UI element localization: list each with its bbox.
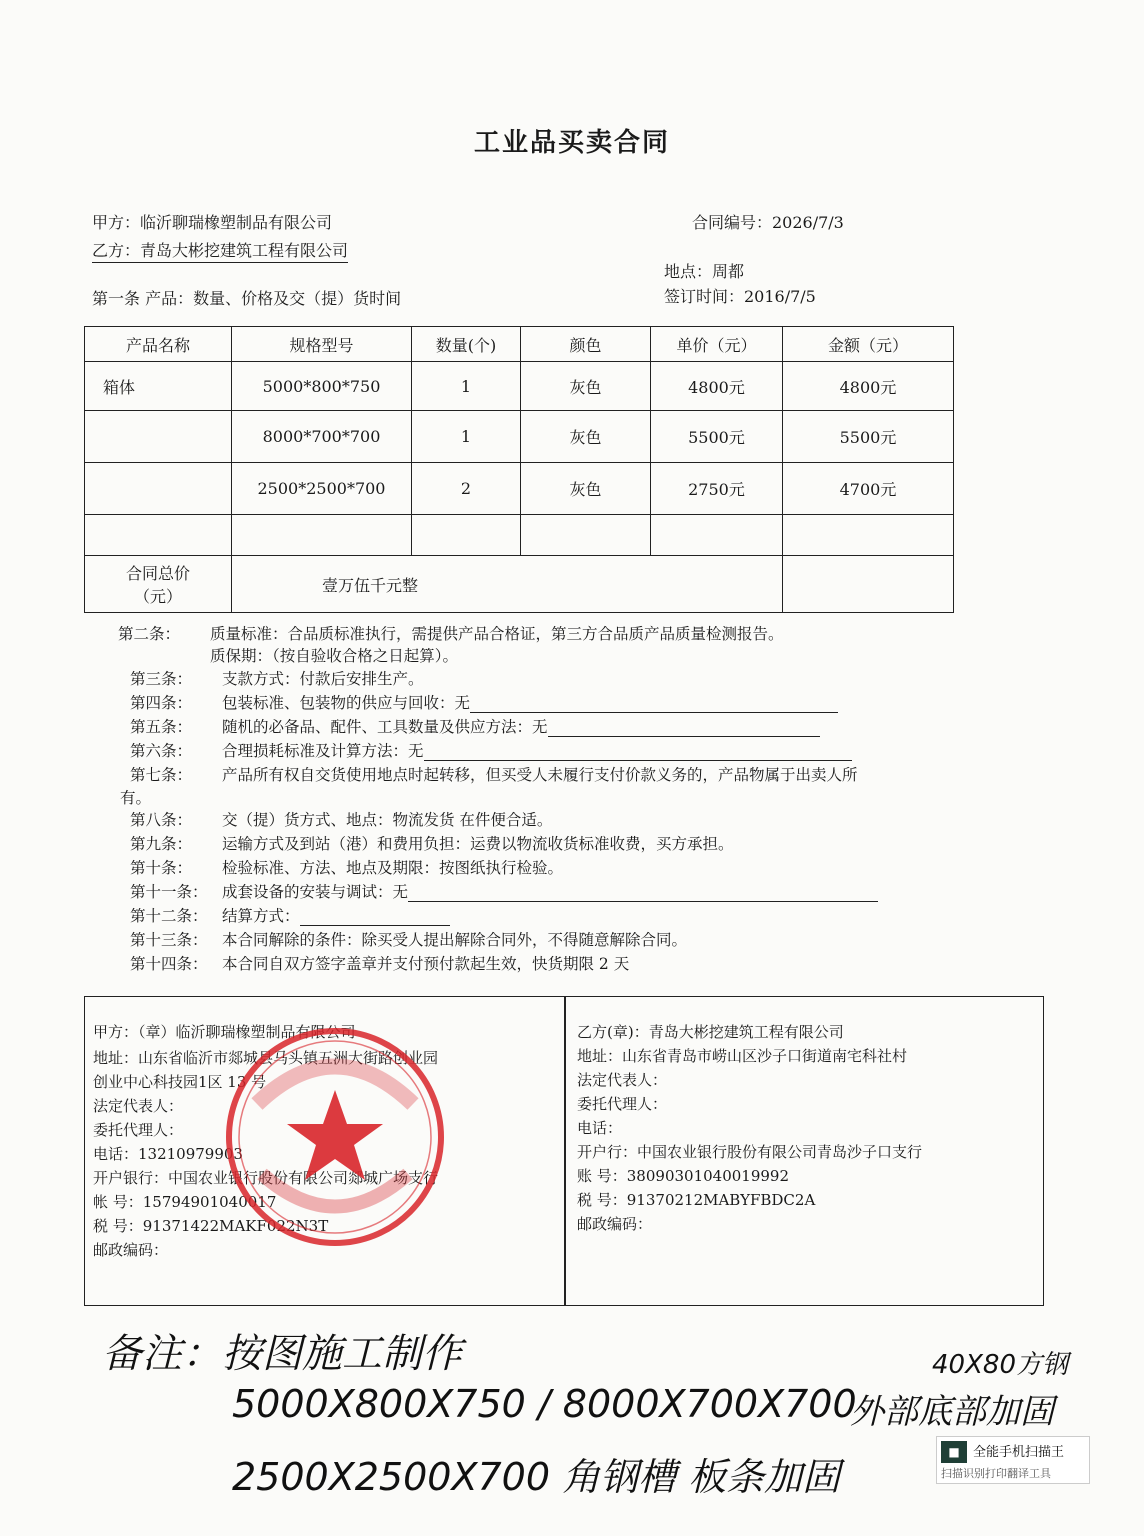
cell-product-name: 箱体 — [85, 362, 232, 411]
party-a-address: 地址：山东省临沂市郯城县马头镇五洲大街路创业园 — [93, 1049, 439, 1067]
cell-spec: 5000*800*750 — [232, 362, 412, 411]
party-a-legal-rep: 法定代表人： — [93, 1097, 184, 1115]
party-a-phone: 电话：13210979903 — [93, 1145, 243, 1163]
cell-amount: 5500元 — [783, 411, 954, 463]
watermark-line-1: 全能手机扫描王 — [973, 1445, 1065, 1460]
clause-text: 本合同解除的条件：除买受人提出解除合同外，不得随意解除合同。 — [222, 931, 688, 949]
clause-text: 包装标准、包装物的供应与回收：无 — [222, 694, 471, 712]
blank-line — [424, 760, 852, 761]
clause-text: 运输方式及到站（港）和费用负担：运费以物流收货标准收费，买方承担。 — [222, 835, 734, 853]
party-a-bank: 开户银行：中国农业银行股份有限公司郯城广场支行 — [93, 1169, 439, 1187]
clause-text: 结算方式： — [222, 907, 300, 925]
clause-8 — [130, 808, 552, 830]
clause-7-continued: 有。 — [120, 789, 152, 807]
blank-line — [408, 901, 878, 902]
sign-time: 签订时间：2016/7/5 — [664, 287, 816, 306]
blank-line — [300, 925, 450, 926]
party-b-heading: 乙方：青岛大彬挖建筑工程有限公司 — [92, 238, 348, 263]
handwritten-dimensions-1: 5000X800X750 / 8000X700X700 — [232, 1382, 857, 1426]
clause-5 — [130, 715, 820, 737]
cell-color: 灰色 — [521, 411, 651, 463]
blank-line — [470, 712, 838, 713]
clause-1: 第一条 产品：数量、价格及交（提）货时间 — [92, 289, 402, 308]
scanner-logo-icon: ■ — [941, 1441, 967, 1463]
clause-11 — [130, 880, 878, 902]
cell-spec — [232, 515, 412, 556]
scanner-watermark — [936, 1436, 1090, 1484]
cell-quantity: 1 — [412, 362, 521, 411]
clause-label: 第四条： — [130, 694, 193, 712]
party-b-phone: 电话： — [577, 1119, 623, 1137]
header-amount: 金额（元） — [783, 327, 954, 362]
product-table — [84, 326, 954, 613]
clause-text: 合理损耗标准及计算方法：无 — [222, 742, 424, 760]
clause-text: 支款方式：付款后安排生产。 — [222, 670, 424, 688]
party-b-account: 账 号：38090301040019992 — [577, 1167, 790, 1185]
clause-2 — [118, 622, 784, 644]
contract-title: 工业品买卖合同 — [473, 128, 670, 158]
cell-quantity: 2 — [412, 463, 521, 515]
party-b-legal-rep: 法定代表人： — [577, 1071, 668, 1089]
clause-label: 第十四条： — [130, 955, 208, 973]
party-a-tax-id: 税 号：91371422MAKF022N3T — [93, 1217, 329, 1235]
clause-label: 第十二条： — [130, 907, 208, 925]
party-b-bank: 开户行：中国农业银行股份有限公司青岛沙子口支行 — [577, 1143, 923, 1161]
clause-3 — [130, 667, 424, 689]
party-a-postcode: 邮政编码： — [93, 1241, 169, 1259]
clause-label: 第九条： — [130, 835, 193, 853]
clause-label: 第二条： — [118, 625, 181, 643]
total-label-line1: 合同总价 — [125, 564, 190, 583]
cell-unit-price: 4800元 — [651, 362, 783, 411]
clause-label: 第五条： — [130, 718, 193, 736]
clause-2-continued: 质保期：（按自验收合格之日起算）。 — [210, 647, 459, 665]
company-seal-icon — [222, 1024, 448, 1250]
cell-unit-price: 5500元 — [651, 411, 783, 463]
cell-amount: 4800元 — [783, 362, 954, 411]
header-product-name: 产品名称 — [85, 327, 232, 362]
header-color: 颜色 — [521, 327, 651, 362]
party-a-heading: 甲方：临沂聊瑞橡塑制品有限公司 — [92, 213, 333, 232]
party-b-address: 地址：山东省青岛市崂山区沙子口街道南宅科社村 — [577, 1047, 908, 1065]
blank-line — [548, 736, 820, 737]
clause-label: 第八条： — [130, 811, 193, 829]
cell-spec: 2500*2500*700 — [232, 463, 412, 515]
total-empty-cell — [783, 556, 954, 613]
clause-text: 本合同自双方签字盖章并支付预付款起生效，快货期限 2 天 — [222, 955, 630, 973]
table-row — [85, 515, 954, 556]
total-row — [85, 556, 954, 613]
sign-place: 地点：周都 — [664, 262, 745, 281]
cell-quantity: 1 — [412, 411, 521, 463]
party-a-address-continued: 创业中心科技园1区 13 号 — [93, 1073, 267, 1091]
cell-product-name — [85, 515, 232, 556]
clause-10 — [130, 856, 563, 878]
contract-number: 合同编号：2026/7/3 — [692, 213, 844, 232]
header-spec: 规格型号 — [232, 327, 412, 362]
party-a-name: 甲方：（章）临沂聊瑞橡塑制品有限公司 — [93, 1023, 356, 1041]
party-b-agent: 委托代理人： — [577, 1095, 668, 1113]
cell-spec: 8000*700*700 — [232, 411, 412, 463]
clause-text: 成套设备的安装与调试：无 — [222, 883, 409, 901]
table-row — [85, 411, 954, 463]
table-row — [85, 463, 954, 515]
table-row — [85, 362, 954, 411]
handwritten-note: 备注：按图施工制作 — [102, 1331, 462, 1377]
party-b-postcode: 邮政编码： — [577, 1215, 653, 1233]
clause-text: 检验标准、方法、地点及期限：按图纸执行检验。 — [222, 859, 564, 877]
clause-label: 第六条： — [130, 742, 193, 760]
watermark-line-2: 扫描识别打印翻译工具 — [941, 1467, 1051, 1480]
clause-9 — [130, 832, 734, 854]
clause-text: 产品所有权自交货使用地点时起转移，但买受人未履行支付价款义务的，产品物属于出卖人所 — [222, 766, 858, 784]
table-header-row — [85, 327, 954, 362]
clause-text: 交（提）货方式、地点：物流发货 在件便合适。 — [222, 811, 553, 829]
clause-label: 第三条： — [130, 670, 193, 688]
total-value: 壹万伍千元整 — [232, 556, 783, 613]
cell-color: 灰色 — [521, 463, 651, 515]
handwritten-dimensions-2: 2500X2500X700 角钢槽 板条加固 — [232, 1455, 841, 1499]
party-b-name: 乙方(章)：青岛大彬挖建筑工程有限公司 — [577, 1023, 844, 1041]
clause-14 — [130, 952, 629, 974]
cell-product-name — [85, 463, 232, 515]
clause-label: 第七条： — [130, 766, 193, 784]
clause-label: 第十条： — [130, 859, 193, 877]
clause-12 — [130, 904, 450, 926]
clause-label: 第十一条： — [130, 883, 208, 901]
party-b-box — [564, 996, 1044, 1306]
total-label-line2: （元） — [133, 587, 182, 606]
header-quantity: 数量(个) — [412, 327, 521, 362]
cell-amount: 4700元 — [783, 463, 954, 515]
header-unit-price: 单价（元） — [651, 327, 783, 362]
cell-amount — [783, 515, 954, 556]
handwritten-reinforcement-1: 外部底部加固 — [850, 1392, 1054, 1432]
handwritten-material: 40X80方钢 — [932, 1350, 1068, 1380]
clause-label: 第十三条： — [130, 931, 208, 949]
cell-color: 灰色 — [521, 362, 651, 411]
cell-quantity — [412, 515, 521, 556]
clause-text: 随机的必备品、配件、工具数量及供应方法：无 — [222, 718, 548, 736]
clause-4 — [130, 691, 838, 713]
party-a-account: 帐 号：15794901040017 — [93, 1193, 277, 1211]
cell-unit-price: 2750元 — [651, 463, 783, 515]
cell-product-name — [85, 411, 232, 463]
clause-13 — [130, 928, 687, 950]
party-b-tax-id: 税 号：91370212MABYFBDC2A — [577, 1191, 816, 1209]
cell-color — [521, 515, 651, 556]
party-a-agent: 委托代理人： — [93, 1121, 184, 1139]
clause-7 — [130, 763, 858, 785]
cell-unit-price — [651, 515, 783, 556]
clause-6 — [130, 739, 852, 761]
total-label — [85, 556, 232, 613]
clause-text: 质量标准：合品质标准执行，需提供产品合格证，第三方合品质产品质量检测报告。 — [210, 625, 784, 643]
